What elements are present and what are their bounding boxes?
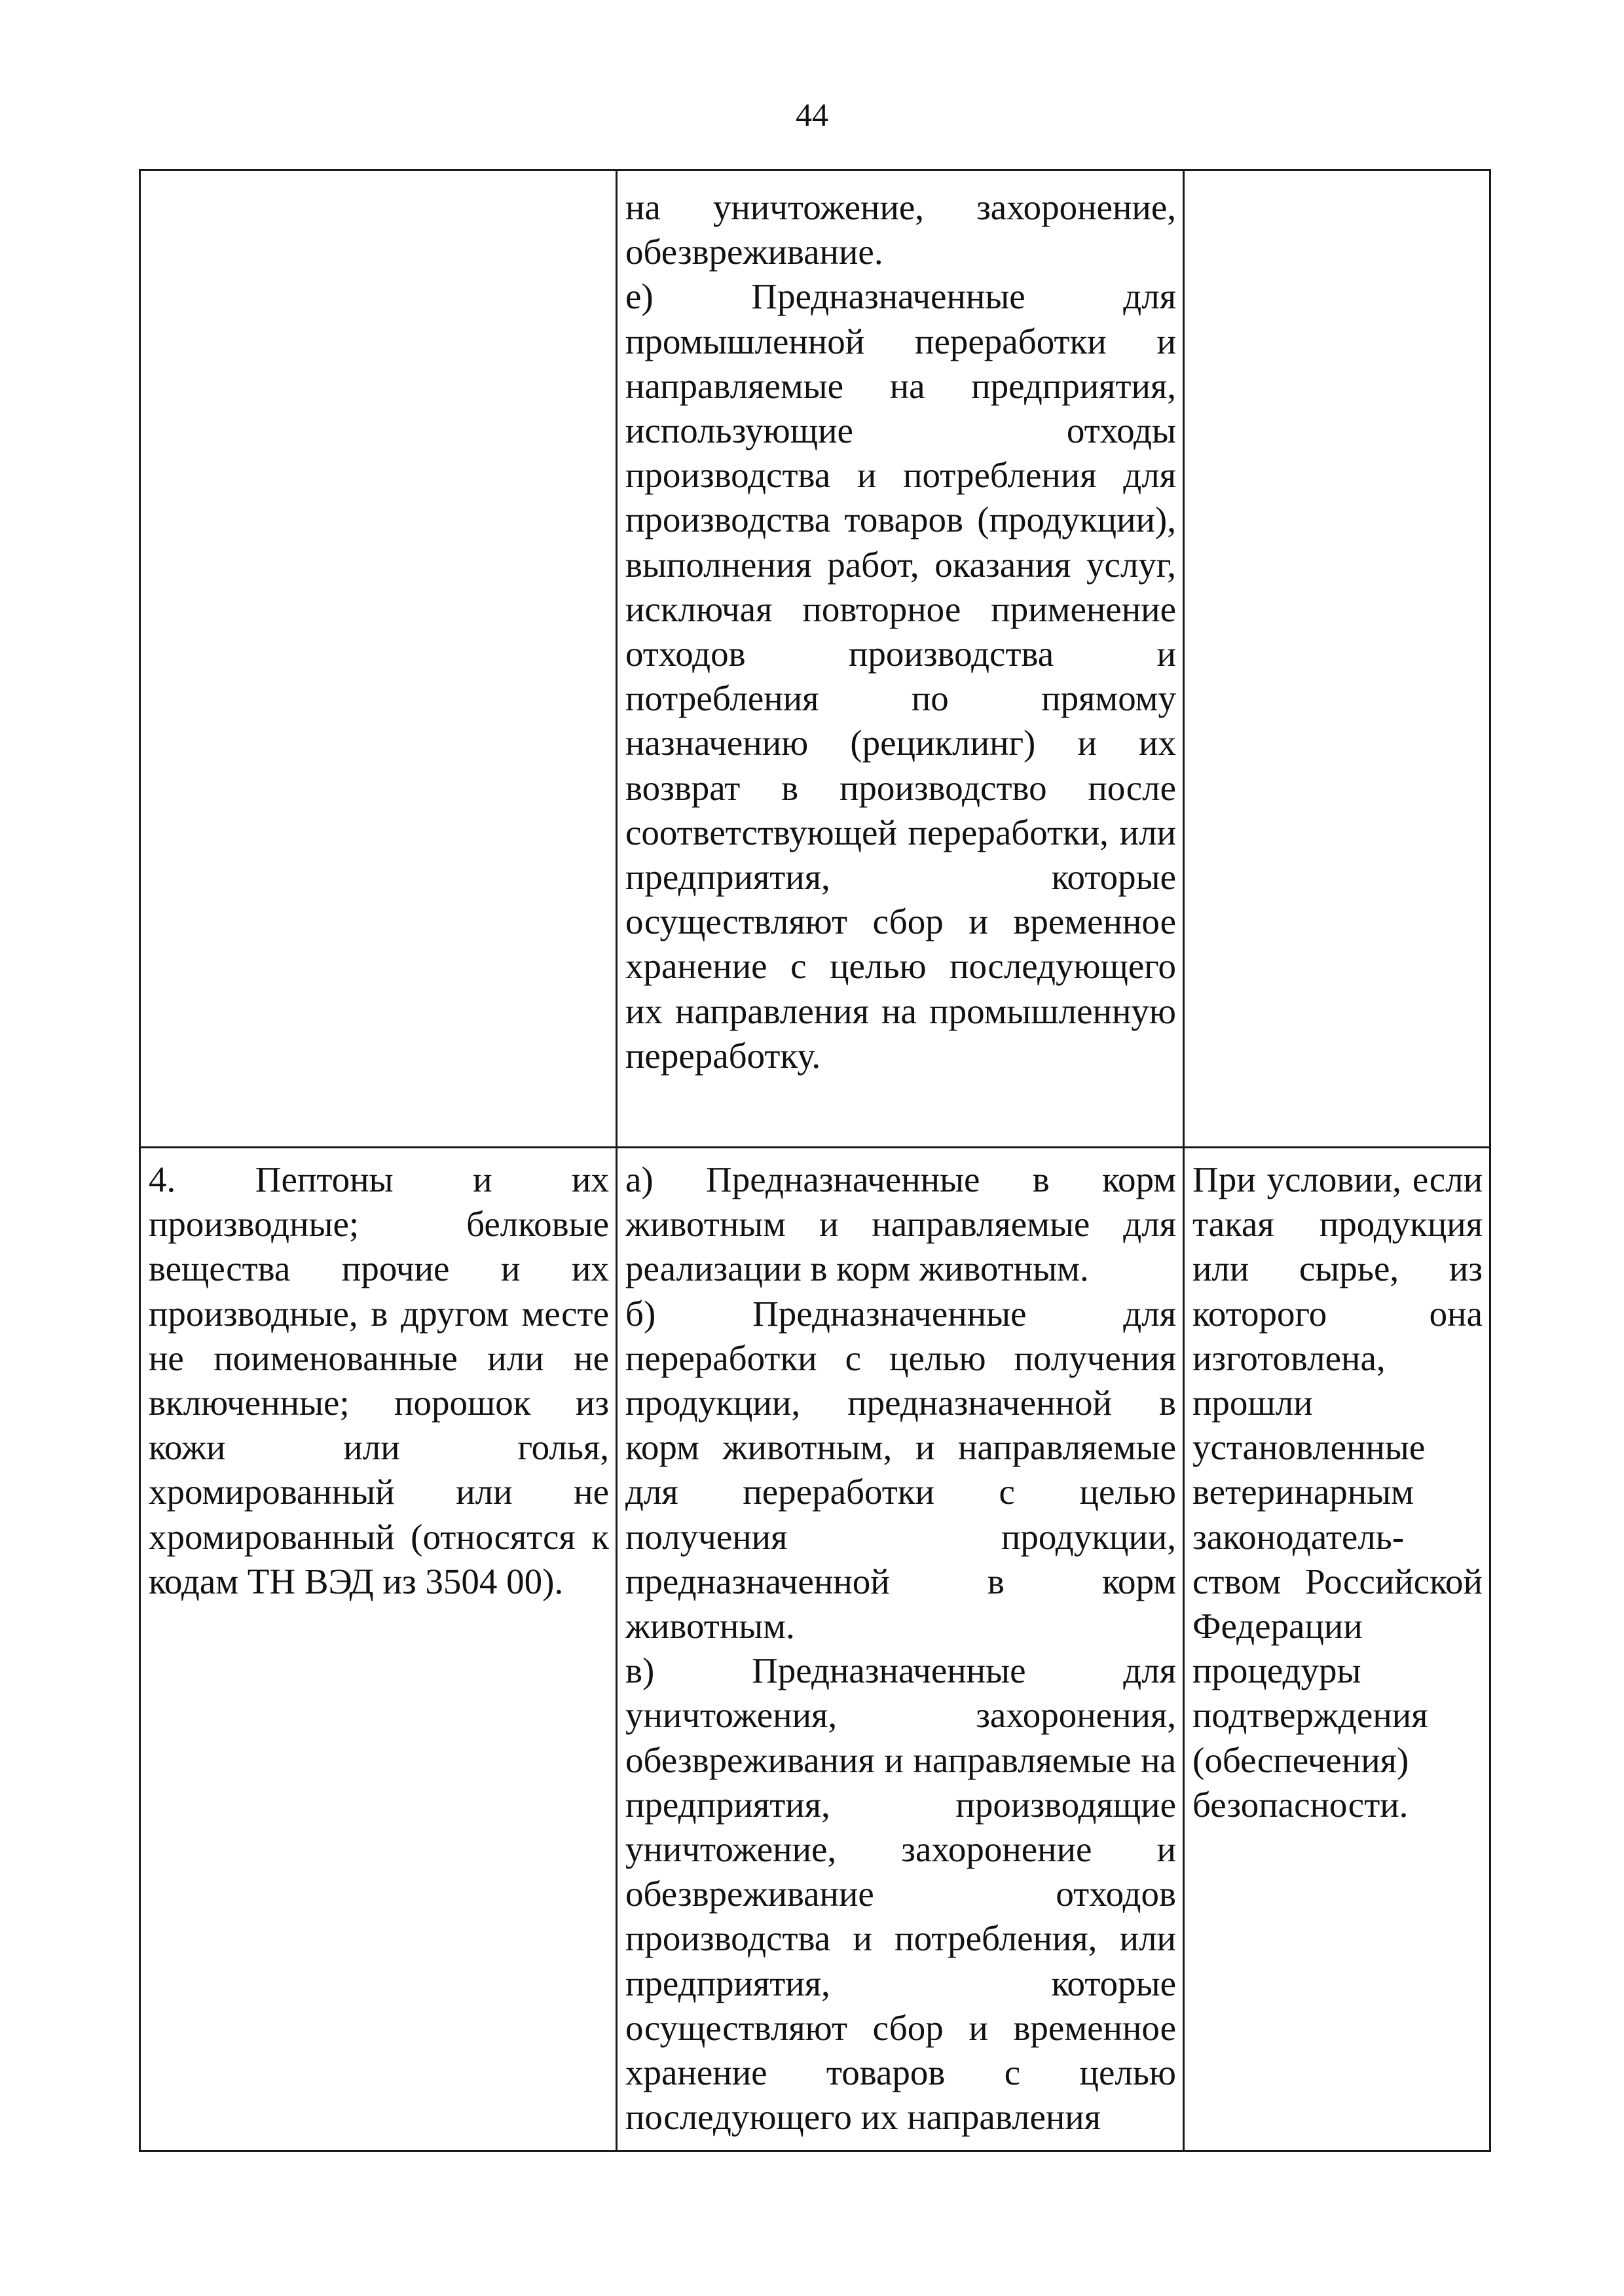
regulation-table [139, 169, 1491, 2152]
table-row [140, 1148, 1490, 2151]
product-cell [140, 1148, 617, 2151]
purpose-paragraph: б) Предназначенные для переработки с целью получения продукции, предназначенной в корм животным, и направляемые для переработки с целью получения продукции, предназначенной в корм животным. [625, 1293, 1176, 1647]
purpose-paragraph: е) Предназначенные для промышленной переработки и направляемые на предприятия, использующие отходы производства и потребления для производства товаров (продукции), выполнения работ, оказания услуг, исключая повторное применение отходов производства и потребления по прямому назначению (рециклинг) и их возврат в производство после соответствующей переработки, или предприятия, которые осуществляют сбор и временное хранение с целью последующего их направления на промышленную переработку. [625, 276, 1176, 1076]
purpose-paragraph: а) Предназначенные в корм животным и направляемые для реализации в корм животным. [625, 1159, 1176, 1289]
purpose-cell [617, 170, 1184, 1148]
purpose-cell [617, 1148, 1184, 2151]
purpose-paragraph: на уничтожение, захоронение, обезвреживание. [625, 187, 1176, 272]
condition-cell [1184, 170, 1490, 1148]
purpose-paragraph: в) Предназначенные для уничтожения, захоронения, обезвреживания и направляемые на предприятия, производящие уничтожение, захоронение и обезвреживание отходов производства и потребления, или предприятия, которые осуществляют сбор и временное хранение товаров с целью последующего их направления [625, 1650, 1176, 2138]
table-row [140, 170, 1490, 1148]
page-number: 44 [796, 96, 828, 133]
product-cell [140, 170, 617, 1148]
condition-cell [1184, 1148, 1490, 2151]
product-text: 4. Пептоны и их производные; белковые вещества прочие и их производные, в другом месте не поименованные или не включенные; порошок из кожи или голья, хромированный или не хромированный (относятся к кодам ТН ВЭД из 3504 00). [149, 1159, 609, 1601]
condition-text: При условии, если такая продукция или сырье, из которого она изготовлена, прошли установленные ветеринарным законодатель-ством Российской Федерации процедуры подтверждения (обеспечения) безопасности. [1192, 1159, 1483, 1825]
